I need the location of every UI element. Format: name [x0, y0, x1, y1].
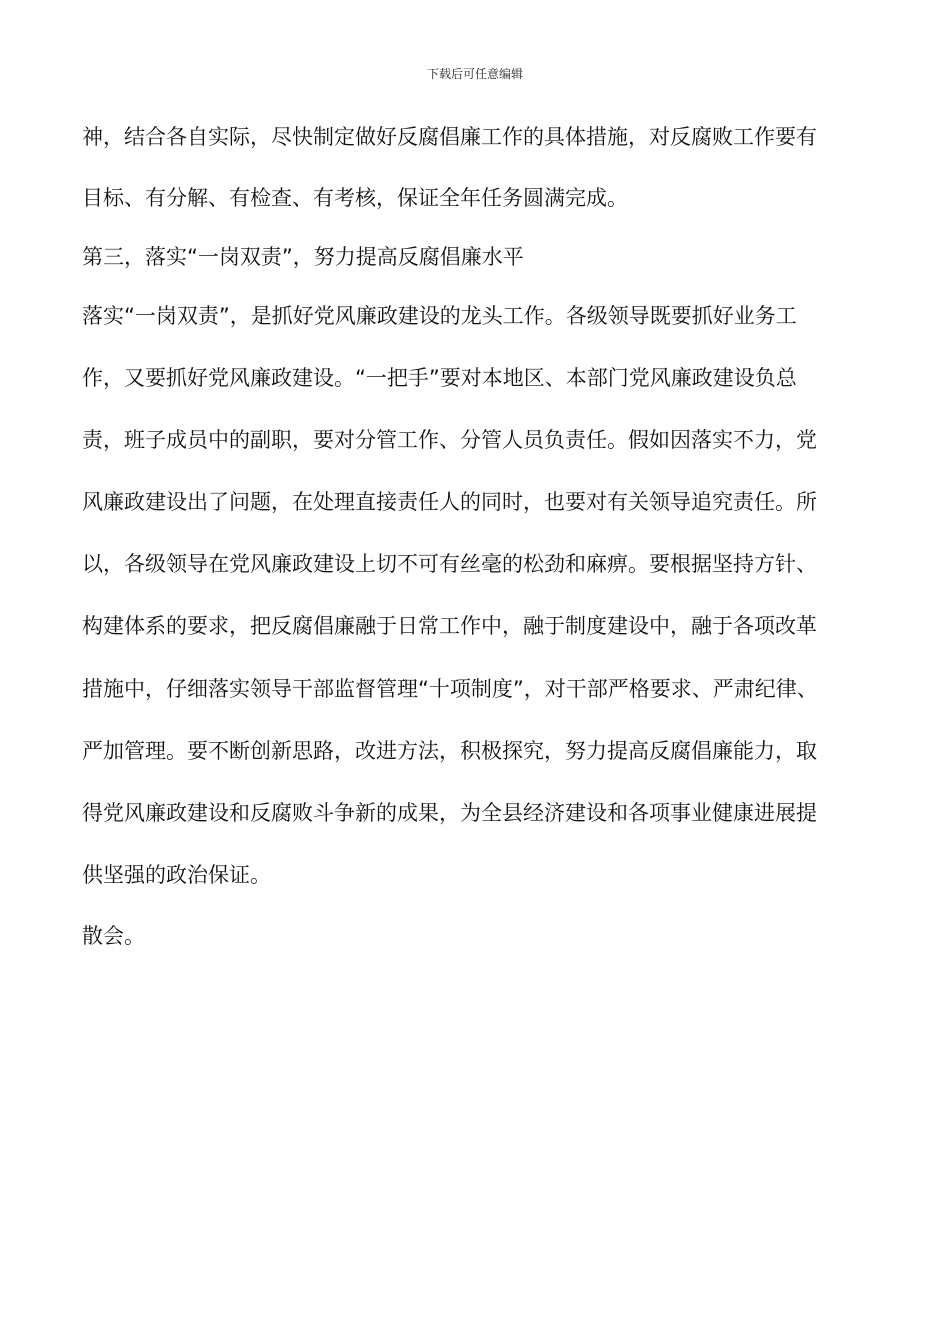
body-line-8: 以，各级领导在党风廉政建设上切不可有丝毫的松劲和麻痹。要根据坚持方针、 — [82, 552, 817, 576]
body-line-6: 责，班子成员中的副职，要对分管工作、分管人员负责任。假如因落实不力，党 — [82, 428, 817, 452]
body-line-11: 严加管理。要不断创新思路，改进方法，积极探究，努力提高反腐倡廉能力，取 — [82, 739, 817, 763]
body-line-13: 供坚强的政治保证。 — [82, 863, 271, 887]
section-heading: 第三，落实“一岗双责”，努力提高反腐倡廉水平 — [82, 245, 524, 269]
body-line-9: 构建体系的要求，把反腐倡廉融于日常工作中，融于制度建设中，融于各项改革 — [82, 614, 817, 638]
body-line-1: 神，结合各自实际，尽快制定做好反腐倡廉工作的具体措施，对反腐败工作要有 — [82, 125, 817, 149]
body-line-7: 风廉政建设出了问题，在处理直接责任人的同时，也要对有关领导追究责任。所 — [82, 490, 817, 514]
body-line-2: 目标、有分解、有检查、有考核，保证全年任务圆满完成。 — [82, 186, 628, 210]
page-header: 下载后可任意编辑 — [426, 67, 523, 81]
body-line-10: 措施中，仔细落实领导干部监督管理“十项制度”，对干部严格要求、严肃纪律、 — [82, 677, 818, 701]
body-line-5: 作，又要抓好党风廉政建设。“一把手”要对本地区、本部门党风廉政建设负总 — [82, 366, 797, 390]
body-line-12: 得党风廉政建设和反腐败斗争新的成果，为全县经济建设和各项事业健康进展提 — [82, 801, 817, 825]
body-line-4: 落实“一岗双责”，是抓好党风廉政建设的龙头工作。各级领导既要抓好业务工 — [82, 304, 797, 328]
closing-line: 散会。 — [82, 924, 145, 948]
